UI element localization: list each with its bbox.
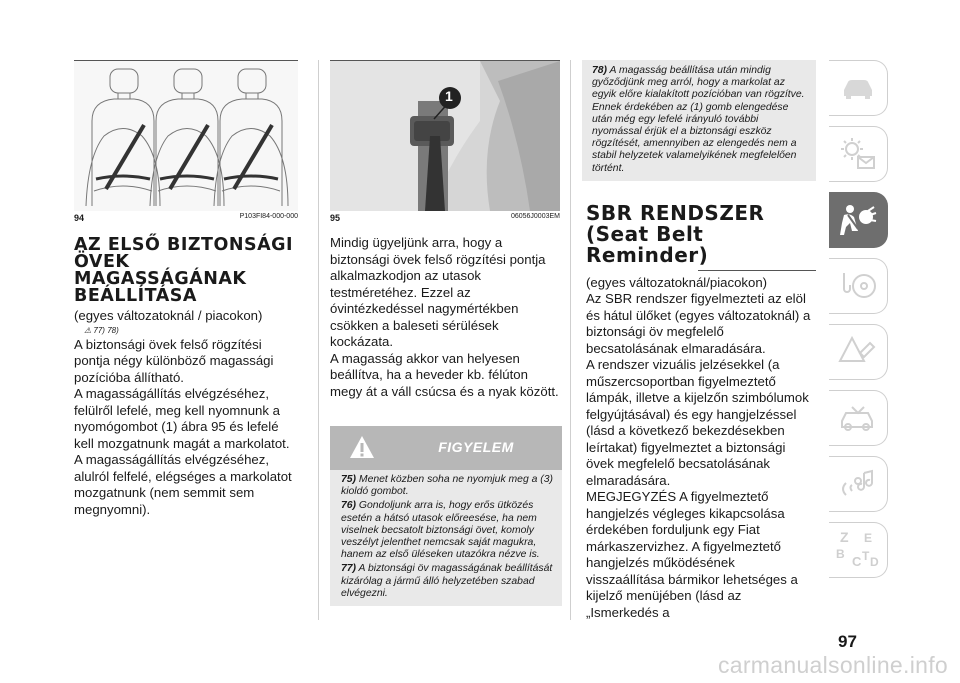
start-drive-icon [838, 269, 878, 303]
emergency-icon [838, 335, 878, 369]
warning-refs [84, 325, 298, 337]
note-number: 75) [341, 474, 357, 485]
watermark: carmanualsonline.info [717, 652, 948, 678]
paragraph: Az SBR rendszer figyelmezteti az elöl és hátul ülőket (egyes változatoknál) a biztonsági öv megfelelő becsatolásának elmaradására. [586, 291, 811, 356]
note-number: 78) [592, 65, 608, 76]
refs-text: 77) 78) [93, 325, 119, 335]
column-2 [330, 60, 560, 606]
note-text: A biztonsági öv magasságának beállítását kizárólag a jármű álló helyzetében szabad elvégezni. [341, 563, 553, 599]
multimedia-icon [838, 467, 878, 501]
note-text: Menet közben soha ne nyomjuk meg a (3) kioldó gombot. [341, 474, 553, 498]
car-icon [840, 76, 876, 100]
tab-start-drive[interactable] [829, 258, 888, 314]
figure-code: P103FI84-000-000 [239, 213, 298, 220]
paragraph: A biztonsági övek felső rögzítési pontja négy különböző magassági pozícióba állítható. [74, 336, 274, 385]
title-line: Reminder) [586, 242, 709, 267]
note-number: 77) [341, 563, 357, 575]
index-letter: C [852, 554, 862, 569]
paragraph: Mindig ügyeljünk arra, hogy a biztonsági övek felső rögzítési pontja alkalmazkodjon az utasok testméretéhez. Ezzel az óvintézkedéssel nagymértékben csökken a baleseti sérülések kockázata. [330, 235, 546, 349]
page-number: 97 [838, 632, 857, 651]
warning-lights-icon [838, 137, 878, 171]
tab-safety[interactable] [829, 192, 888, 248]
column-divider [570, 60, 571, 620]
note-text: A magasság beállítása után mindig győződjünk meg arról, hogy a markolat az egyik előre kialakított pozícióban van rögzítve. Ennek érdekében az (1) gomb elengedése után még egy lefelé irányuló további nyomással érjük el a biztonsági eszköz rögzítését, amennyiben az elengedés nem a stabil helyzetek valamelyikének megfelelően történt. [592, 65, 805, 174]
figure-number: 95 [330, 213, 341, 223]
maintenance-icon [838, 401, 878, 435]
warning-note [582, 65, 810, 175]
note-number: 76) [341, 500, 357, 512]
title-line: ÖVEK MAGASSÁGÁNAK [74, 252, 247, 289]
warning-note [330, 563, 556, 600]
warning-note [330, 474, 556, 498]
index-letter: B [836, 547, 845, 561]
column-1 [74, 60, 298, 518]
section-2-body [582, 275, 816, 622]
index-letter: E [864, 531, 873, 545]
warning-title: FIGYELEM [438, 439, 514, 455]
subtitle: (egyes változatoknál / piacokon) [74, 308, 263, 323]
tab-car-overview[interactable] [829, 60, 888, 116]
warning-box-continued [582, 60, 816, 181]
warning-header [330, 426, 562, 470]
index-letter: Z [840, 529, 849, 545]
index-icon [834, 527, 882, 573]
title-line: AZ ELSŐ BIZTONSÁGI [74, 235, 294, 255]
paragraph: A rendszer vizuális jelzésekkel (a műszercsoportban figyelmeztető lámpák, illetve a kijelzőn szimbólumok felgyújtásával) és egy hangjelzéssel (lásd a következő bekezdésekben leírtakat) figyelmeztet a biztonsági övek megfelelő becsatolásának elmaradására. [586, 357, 809, 488]
index-letter: D [870, 555, 879, 569]
callout-1: 1 [445, 88, 453, 104]
paragraph: MEGJEGYZÉS A figyelmeztető hangjelzés végleges kikapcsolása érdekében forduljunk egy Fiat márkaszervizhez. A figyelmeztető hangjelzés működésének visszaállítása bármikor lehetséges a kijelző menüjében (lásd az „Ismerkedés a [586, 489, 798, 620]
figure-94-seatbelt-illustration [74, 60, 298, 211]
paragraph: (egyes változatoknál/piacokon) [586, 274, 768, 290]
figure-95-belt-adjuster-photo [330, 60, 560, 211]
warning-box [330, 426, 562, 606]
index-letter: T [862, 549, 870, 563]
seat-belts-illustration [74, 61, 298, 211]
figure-code: 06056J0003EM [510, 213, 560, 220]
section-title-belt-height [74, 237, 298, 305]
paragraph: A magasságállítás elvégzéséhez, alulról felfelé, elégséges a markolatot mozgatnunk (nem semmit sem megnyomni). [74, 452, 292, 517]
warning-notes [330, 470, 562, 606]
column-divider [318, 60, 319, 620]
figure-number: 94 [74, 213, 85, 223]
belt-height-adjuster-illustration [330, 61, 560, 211]
warning-triangle-icon: ⚠ [84, 325, 92, 335]
section-title-sbr [582, 200, 816, 267]
section-1-body [74, 308, 298, 518]
tab-emergency[interactable] [829, 324, 888, 380]
paragraph: A magasságállítás elvégzéséhez, felülről lefelé, meg kell nyomnunk a nyomógombot (1) ábra 95 és lefelé kell mozgatnunk magát a markolatot. [74, 386, 290, 451]
title-line: SBR RENDSZER [586, 200, 765, 225]
title-line: BEÁLLÍTÁSA [74, 286, 197, 306]
figure-94-caption [74, 213, 298, 223]
figure-95-caption [330, 213, 560, 223]
tab-multimedia[interactable] [829, 456, 888, 512]
warning-note [330, 500, 556, 561]
column-3 [582, 60, 816, 621]
title-line: (Seat Belt [586, 221, 704, 246]
title-rule [698, 270, 816, 271]
warning-triangle-icon [348, 434, 376, 460]
paragraph: A magasság akkor van helyesen beállítva, ha a heveder kb. félúton megy át a váll csúcsa és a nyak között. [330, 350, 559, 399]
safety-airbag-icon [838, 203, 878, 237]
tab-warning-lights[interactable] [829, 126, 888, 182]
note-text: Gondoljunk arra is, hogy erős ütközés esetén a hátsó utasok előreesése, ha nem viselnek becsatolt biztonsági övet, komoly veszélyt jelenthet nemcsak saját magukra, hanem az első üléseken utazókra nézve is. [341, 500, 540, 561]
chapter-navigation [829, 60, 887, 588]
tab-maintenance[interactable] [829, 390, 888, 446]
column-2-body [330, 235, 560, 400]
tab-index[interactable] [829, 522, 888, 578]
